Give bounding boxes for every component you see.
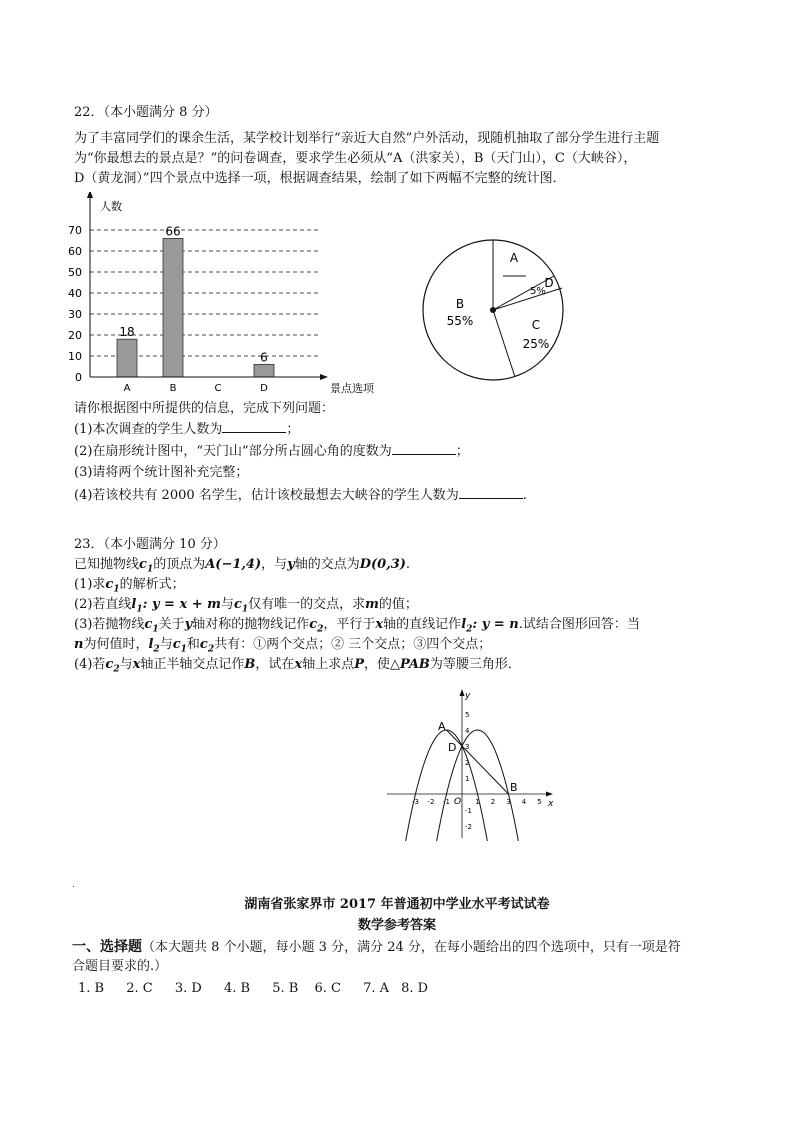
pie-pct-c: 25% <box>522 337 550 351</box>
graph-y-arrow <box>460 689 465 696</box>
graph-y-tick: 4 <box>465 727 470 735</box>
answer-section-1 <box>72 938 681 957</box>
math-point-a: A(−1,4) <box>205 557 262 572</box>
math-p: P <box>354 657 364 672</box>
answer-section-desc-2: 合题目要求的.） <box>72 959 168 974</box>
q22-part-3: (3)请将两个统计图补充完整； <box>74 465 249 480</box>
y-tick-label: 50 <box>68 266 82 279</box>
math-n: n <box>74 637 84 652</box>
math-eq: : y = n <box>472 617 519 632</box>
q23-text: 与 <box>220 597 234 612</box>
answer-item: 8. D <box>401 981 429 996</box>
q23-text: ，试在 <box>255 657 295 672</box>
q23-header: 23．（本小题满分 10 分） <box>74 537 226 552</box>
pie-pct-b: 55% <box>446 314 474 328</box>
answer-blank-1[interactable] <box>222 420 286 433</box>
bar-D <box>254 364 274 377</box>
q22-part-4-end: . <box>522 488 527 503</box>
pie-center <box>490 307 496 313</box>
q23-text: 为何值时， <box>83 637 149 652</box>
math-c: c <box>105 577 114 592</box>
q23-text: ，与 <box>261 557 288 572</box>
graph-y-tick: -1 <box>465 807 472 815</box>
answer-item: 6. C <box>314 981 341 996</box>
q23-text: (2)若直线 <box>74 597 132 612</box>
math-sub: 2 <box>153 644 160 655</box>
y-tick-label: 30 <box>68 308 82 321</box>
bar-y-ticks <box>68 224 82 384</box>
q23-text: 轴正半轴交点记作 <box>140 657 245 672</box>
q23-text: ，平行于 <box>323 617 376 632</box>
q23-text: 轴对称的抛物线记作 <box>192 617 310 632</box>
math-b: B <box>244 657 256 672</box>
x-category-label: A <box>123 383 131 394</box>
graph-x-tick: 1 <box>475 798 480 806</box>
q23-text: (1)求 <box>74 577 106 592</box>
graph-x-tick: -1 <box>443 798 450 806</box>
y-tick-label: 10 <box>68 350 82 363</box>
bar-value-label: 6 <box>260 350 268 365</box>
math-sub: 2 <box>466 624 473 635</box>
q22-header: 22．（本小题满分 8 分） <box>74 105 218 120</box>
graph-x-tick: 5 <box>537 798 542 806</box>
q23-part-4 <box>74 656 521 679</box>
q23-text: 共有：①两个交点；② 三个交点；③四个交点； <box>214 637 492 652</box>
parabola-graph <box>385 686 560 841</box>
answer-blank-4[interactable] <box>459 486 523 499</box>
q23-text: 轴的交点为 <box>294 557 360 572</box>
graph-x-tick: 4 <box>521 798 527 806</box>
math-sub: 1 <box>113 584 120 595</box>
math-sub: 1 <box>136 604 143 615</box>
q23-text: 关于 <box>158 617 185 632</box>
answer-list <box>78 980 428 998</box>
pie-chart <box>418 232 568 382</box>
q23-text: 为等腰三角形． <box>429 657 521 672</box>
math-eq: : y = x + m <box>142 597 221 612</box>
graph-y-label: y <box>465 691 471 701</box>
pie-label-a: A <box>509 251 519 265</box>
graph-ticks <box>412 711 542 831</box>
math-c: c <box>105 657 114 672</box>
q23-text: (4)若 <box>74 657 106 672</box>
q22-intro-line-1: 为了丰富同学们的课余生活，某学校计划举行“亲近大自然”户外活动，现随机抽取了部分学生进行主题 <box>74 131 660 146</box>
math-c: c <box>309 617 318 632</box>
math-sub: 2 <box>113 664 120 675</box>
math-l: l <box>131 597 137 612</box>
math-l: l <box>461 617 467 632</box>
q23-text: 的解析式； <box>119 577 185 592</box>
math-m: m <box>365 597 379 612</box>
y-tick-label: 40 <box>68 287 82 300</box>
answer-subtitle: 数学参考答案 <box>357 918 436 933</box>
graph-x-arrow <box>546 792 553 797</box>
q22-intro-line-2: 为“你最想去的景点是？”的问卷调查，要求学生必须从“A（洪家关），B（天门山），C（大峡谷）， <box>74 151 637 166</box>
math-x: x <box>375 617 384 632</box>
stray-dot: . <box>72 880 75 889</box>
math-sub: 2 <box>207 644 215 655</box>
math-c: c <box>233 597 242 612</box>
answer-item: 1. B <box>78 981 105 996</box>
q22-part-1-text: (1)本次调查的学生人数为 <box>74 422 223 437</box>
graph-y-tick: 2 <box>465 759 470 767</box>
y-tick-label: 20 <box>68 329 82 342</box>
q22-part-4 <box>74 486 527 505</box>
answer-item: 4. B <box>223 981 251 996</box>
q22-part-1 <box>74 420 299 439</box>
bar-A <box>117 339 137 377</box>
q23-text: .试结合图形回答：当 <box>518 617 640 632</box>
q23-text: 仅有唯一的交点，求 <box>248 597 366 612</box>
graph-y-tick: 1 <box>465 775 470 783</box>
answer-blank-2[interactable] <box>392 442 456 455</box>
q23-text: 的值； <box>378 597 418 612</box>
answer-section-label: 一、选择题 <box>72 939 142 955</box>
graph-y-tick: 5 <box>465 711 470 719</box>
math-sub: 1 <box>152 624 159 635</box>
math-c: c <box>144 617 153 632</box>
bar-chart <box>60 192 400 402</box>
graph-origin: O <box>454 797 462 807</box>
q23-text: 的顶点为 <box>153 557 206 572</box>
q22-part-1-end: ； <box>286 422 300 437</box>
math-l: l <box>148 637 154 652</box>
pie-label-c: C <box>531 318 541 332</box>
math-point-d: D(0,3) <box>359 557 406 572</box>
x-category-label: D <box>260 383 268 394</box>
graph-y-tick: 3 <box>465 743 470 751</box>
math-y: y <box>287 557 295 572</box>
graph-x-label: x <box>548 799 554 809</box>
graph-point-b: B <box>510 781 518 794</box>
q22-prompt: 请你根据图中所提供的信息，完成下列问题： <box>74 401 335 416</box>
math-sub: 1 <box>180 644 187 655</box>
math-pab: PAB <box>399 657 430 672</box>
q22-part-2-text: (2)在扇形统计图中，“天门山”部分所占圆心角的度数为 <box>74 444 392 459</box>
q22-intro-line-3: D（黄龙洞）”四个景点中选择一项，根据调查结果，绘制了如下两幅不完整的统计图． <box>74 171 566 186</box>
q23-text: 与 <box>159 637 173 652</box>
math-y: y <box>184 617 193 632</box>
q23-text: 已知抛物线 <box>74 557 140 572</box>
math-x: x <box>132 657 141 672</box>
bar-x-arrow <box>320 374 328 380</box>
graph-point-d: D <box>448 741 457 754</box>
graph-y-tick: -2 <box>465 823 472 831</box>
math-x: x <box>294 657 303 672</box>
bar-ylabel: 人数 <box>100 200 122 213</box>
q22-part-2 <box>74 442 469 461</box>
math-sub: 1 <box>146 564 154 575</box>
y-tick-label: 60 <box>68 245 82 258</box>
answer-item: 2. C <box>126 981 153 996</box>
math-c: c <box>199 637 208 652</box>
q23-text: ，使△ <box>363 657 400 672</box>
bar-value-label: 66 <box>165 224 181 239</box>
graph-x-tick: 3 <box>506 798 511 806</box>
pie-label-d: D <box>544 276 554 290</box>
q23-text: 与 <box>119 657 133 672</box>
math-c: c <box>139 557 147 572</box>
bar-B <box>163 238 183 377</box>
graph-x-tick: 2 <box>490 798 496 806</box>
y-tick-label: 0 <box>75 371 82 384</box>
math-sub: 2 <box>317 624 324 635</box>
answer-item: 7. A <box>363 981 389 996</box>
q22-part-2-end: ； <box>455 444 469 459</box>
bar-bars <box>117 224 274 394</box>
math-c: c <box>172 637 181 652</box>
answer-title: 湖南省张家界市 2017 年普通初中学业水平考试试卷 <box>244 897 550 912</box>
graph-point-a: A <box>438 720 446 733</box>
parabola-c1 <box>405 730 489 841</box>
q22-part-4-text: (4)若该校共有 2000 名学生，估计该校最想去大峡谷的学生人数为 <box>74 488 459 503</box>
q23-text: 轴的直线记作 <box>383 617 462 632</box>
q23-text: 和 <box>186 637 200 652</box>
math-sub: 1 <box>241 604 249 615</box>
answer-item: 5. B <box>272 981 299 996</box>
answer-item: 3. D <box>174 981 202 996</box>
y-tick-label: 70 <box>68 224 82 237</box>
graph-x-tick: -2 <box>427 798 435 806</box>
answer-section-desc: （本大题共 8 个小题，每小题 3 分，满分 24 分，在每小题给出的四个选项中，只有一项是符 <box>142 940 681 955</box>
bar-value-label: 18 <box>119 325 135 340</box>
q23-text: . <box>405 557 411 572</box>
bar-xlabel: 景点选项 <box>330 382 374 395</box>
pie-pct-d: 5% <box>530 286 546 297</box>
q23-text: 轴上求点 <box>302 657 355 672</box>
x-category-label: B <box>169 383 177 394</box>
graph-x-tick: -3 <box>412 798 419 806</box>
q23-text: (3)若抛物线 <box>74 617 145 632</box>
x-category-label: C <box>214 383 222 394</box>
bar-y-arrow <box>87 192 93 198</box>
pie-label-b: B <box>455 297 465 311</box>
